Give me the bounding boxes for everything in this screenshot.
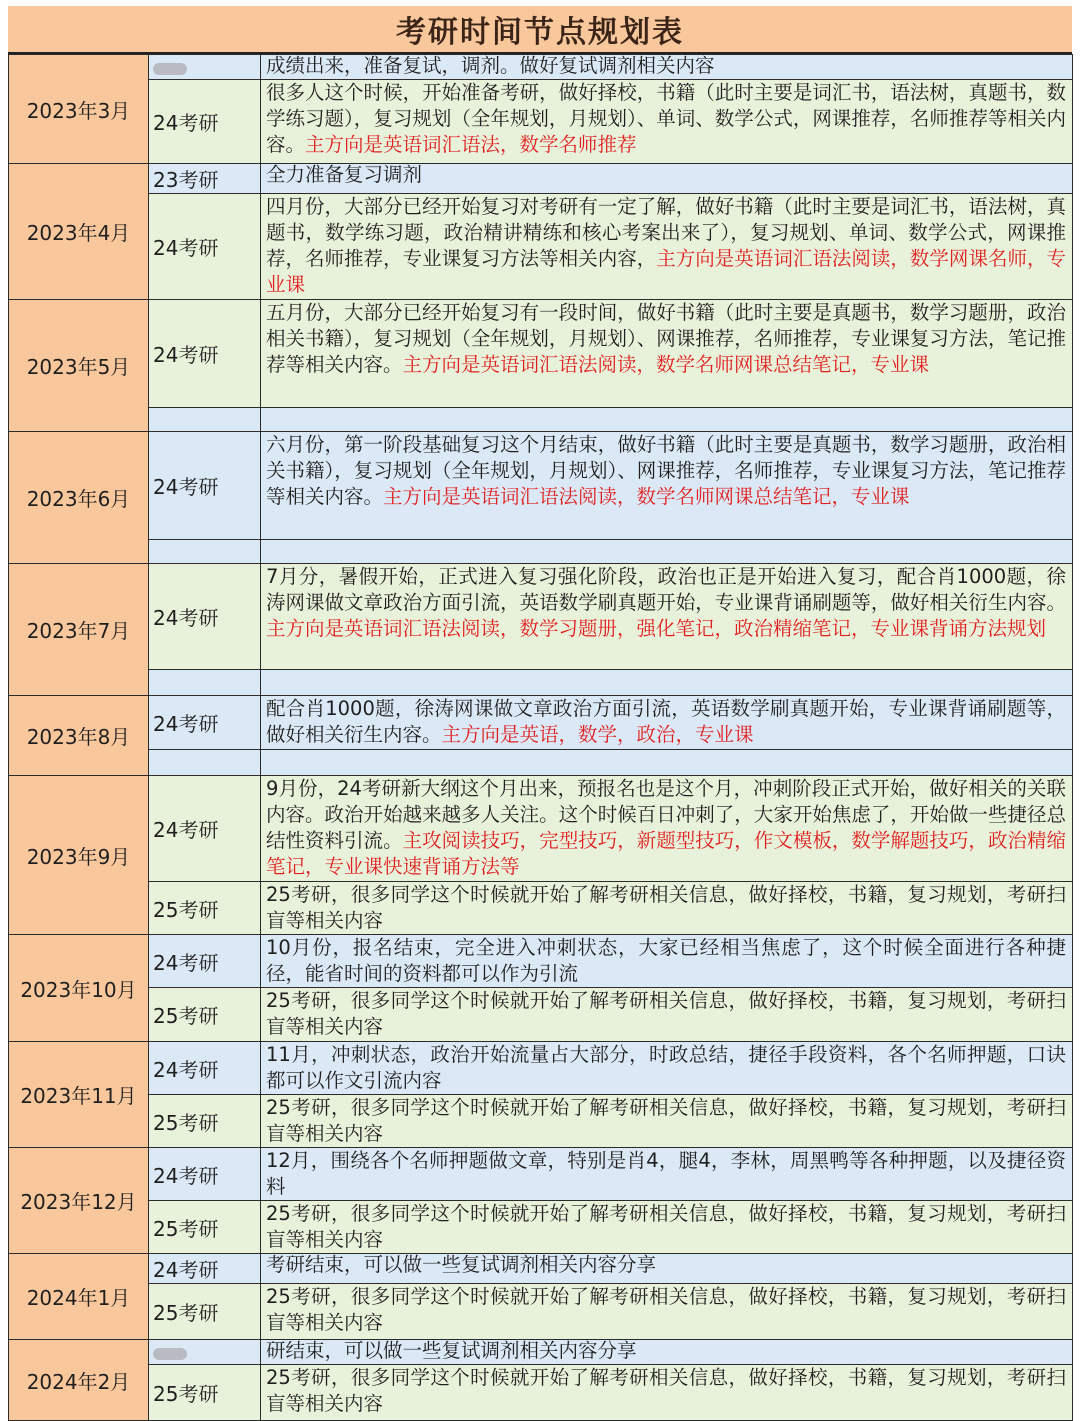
month-cell: 2023年4月 [9,164,149,300]
plan-content-cell [261,194,1073,300]
month-cell: 2023年12月 [9,1148,149,1254]
empty-content-cell [261,670,1073,696]
month-cell: 2023年3月 [9,55,149,164]
focus-direction-text: 主攻阅读技巧，完型技巧，新题型技巧，作文模板，数学解题技巧，政治精缩笔记，专业课快速背诵方法等 [266,829,1066,878]
focus-direction-text: 主方向是英语词汇语法阅读，数学名师网课总结笔记，专业课 [383,485,910,508]
focus-direction-text: 主方向是英语词汇语法，数学名师推荐 [305,133,637,156]
plan-content-cell [261,696,1073,750]
table-row [9,882,1073,935]
plan-content-cell [261,80,1073,164]
sheet-title: 考研时间节点规划表 [8,6,1072,54]
exam-year-cell: 24考研 [149,80,261,164]
exam-year-cell: 24考研 [149,776,261,882]
blur-smudge [153,1348,187,1360]
exam-year-cell: 25考研 [149,1365,261,1421]
table-row [9,564,1073,670]
table-row [9,55,1073,80]
table-row [9,194,1073,300]
exam-year-cell: 24考研 [149,564,261,670]
exam-year-cell: 25考研 [149,1201,261,1254]
table-row [9,1042,1073,1095]
plan-text: 12月，围绕各个名师押题做文章，特别是肖4，腿4，李林，周黑鸭等各种押题，以及捷径资料 [266,1149,1066,1198]
plan-content-cell [261,564,1073,670]
exam-year-cell: 24考研 [149,935,261,988]
plan-content-cell [261,432,1073,540]
empty-content-cell [261,540,1073,564]
plan-content-cell [261,300,1073,408]
plan-content-cell [261,1365,1073,1421]
month-cell: 2023年7月 [9,564,149,696]
exam-year-cell: 23考研 [149,164,261,194]
empty-year-cell [149,408,261,432]
month-cell: 2024年2月 [9,1340,149,1421]
exam-year-cell: 24考研 [149,432,261,540]
exam-year-cell: 25考研 [149,882,261,935]
empty-year-cell [149,540,261,564]
table-row [9,164,1073,194]
table-row [9,1201,1073,1254]
plan-text: 9月份，24考研新大纲这个月出来，预报名也是这个月，冲刺阶段正式开始，做好相关的关联内容。政治开始越来越多人关注。这个时候百日冲刺了，大家开始焦虑了，开始做一些捷径总结性资料引流。 [266,777,1066,852]
month-cell: 2023年9月 [9,776,149,935]
plan-content-cell [261,1201,1073,1254]
table-row [9,935,1073,988]
table-row [9,1254,1073,1284]
plan-content-cell [261,988,1073,1042]
focus-direction-text: 主方向是英语词汇语法阅读，数学习题册，强化笔记，政治精缩笔记，专业课背诵方法规划 [266,617,1047,640]
month-cell: 2023年8月 [9,696,149,776]
exam-year-cell: 24考研 [149,1254,261,1284]
spacer-row [9,670,1073,696]
table-row [9,432,1073,540]
plan-content-cell [261,1042,1073,1095]
spacer-row [9,408,1073,432]
plan-text: 六月份，第一阶段基础复习这个月结束，做好书籍（此时主要是真题书，数学习题册，政治相关书籍），复习规划（全年规划，月规划）、网课推荐，名师推荐，专业课复习方法，笔记推荐等相关内容。 [266,433,1066,508]
plan-text: 研结束，可以做一些复试调剂相关内容分享 [266,1339,637,1362]
spacer-row [9,540,1073,564]
plan-content-cell [261,935,1073,988]
exam-year-cell: 24考研 [149,194,261,300]
exam-year-cell [149,55,261,80]
month-cell: 2023年11月 [9,1042,149,1148]
focus-direction-text: 主方向是英语词汇语法阅读，数学名师网课总结笔记，专业课 [402,353,930,376]
plan-text: 25考研，很多同学这个时候就开始了解考研相关信息，做好择校，书籍，复习规划，考研扫盲等相关内容 [266,1096,1066,1145]
focus-direction-text: 主方向是英语，数学，政治，专业课 [441,723,754,746]
table-row [9,696,1073,750]
table-row [9,1365,1073,1421]
plan-text: 四月份，大部分已经开始复习对考研有一定了解，做好书籍（此时主要是词汇书，语法树，真题书，数学练习题，政治精讲精练和核心考案出来了），复习规划、单词、数学公式，网课推荐，名师推荐，专业课复习方法等相关内容， [266,195,1066,270]
plan-text: 全力准备复习调剂 [266,163,423,186]
month-cell: 2023年10月 [9,935,149,1042]
exam-year-cell: 24考研 [149,1148,261,1201]
spacer-row [9,750,1073,776]
plan-text: 配合肖1000题，徐涛网课做文章政治方面引流，英语数学刷真题开始，专业课背诵刷题等，做好相关衍生内容。 [266,697,1066,746]
plan-text: 25考研，很多同学这个时候就开始了解考研相关信息，做好择校，书籍，复习规划，考研扫盲等相关内容 [266,1285,1066,1334]
exam-year-cell: 25考研 [149,1284,261,1340]
table-row [9,1148,1073,1201]
plan-content-cell [261,1095,1073,1148]
plan-text: 考研结束，可以做一些复试调剂相关内容分享 [266,1253,657,1276]
plan-content-cell [261,164,1073,194]
plan-content-cell [261,1148,1073,1201]
blur-smudge [153,63,187,75]
plan-content-cell [261,1340,1073,1365]
plan-text: 25考研，很多同学这个时候就开始了解考研相关信息，做好择校，书籍，复习规划，考研扫盲等相关内容 [266,1202,1066,1251]
empty-year-cell [149,750,261,776]
table-row [9,300,1073,408]
plan-text: 25考研，很多同学这个时候就开始了解考研相关信息，做好择校，书籍，复习规划，考研扫盲等相关内容 [266,1366,1066,1415]
exam-year-cell: 25考研 [149,988,261,1042]
plan-text: 10月份，报名结束，完全进入冲刺状态，大家已经相当焦虑了，这个时候全面进行各种捷径，能省时间的资料都可以作为引流 [266,936,1066,985]
table-row [9,1095,1073,1148]
exam-year-cell: 24考研 [149,1042,261,1095]
plan-text: 7月分，暑假开始，正式进入复习强化阶段，政治也正是开始进入复习，配合肖1000题，徐涛网课做文章政治方面引流，英语数学刷真题开始，专业课背诵刷题等，做好相关衍生内容。 [266,565,1066,614]
empty-year-cell [149,670,261,696]
table-row [9,988,1073,1042]
plan-text: 11月，冲刺状态，政治开始流量占大部分，时政总结，捷径手段资料，各个名师押题，口诀都可以作文引流内容 [266,1043,1066,1092]
exam-year-cell: 25考研 [149,1095,261,1148]
plan-text: 25考研，很多同学这个时候就开始了解考研相关信息，做好择校，书籍，复习规划，考研扫盲等相关内容 [266,883,1066,932]
month-cell: 2023年6月 [9,432,149,564]
month-cell: 2024年1月 [9,1254,149,1340]
exam-year-cell [149,1340,261,1365]
empty-content-cell [261,750,1073,776]
plan-content-cell [261,55,1073,80]
plan-text: 很多人这个时候，开始准备考研，做好择校，书籍（此时主要是词汇书，语法树，真题书，数学练习题），复习规划（全年规划，月规划）、单词、数学公式，网课推荐，名师推荐等相关内容。 [266,81,1066,156]
empty-content-cell [261,408,1073,432]
plan-text: 五月份，大部分已经开始复习有一段时间，做好书籍（此时主要是真题书，数学习题册，政治相关书籍），复习规划（全年规划，月规划）、网课推荐，名师推荐，专业课复习方法，笔记推荐等相关内容。 [266,301,1066,376]
plan-content-cell [261,1284,1073,1340]
plan-content-cell [261,1254,1073,1284]
table-row [9,1284,1073,1340]
focus-direction-text: 主方向是英语词汇语法阅读，数学网课名师，专业课 [266,247,1066,296]
plan-text: 成绩出来，准备复试，调剂。做好复试调剂相关内容 [266,54,715,77]
plan-content-cell [261,882,1073,935]
table-row [9,80,1073,164]
plan-content-cell [261,776,1073,882]
exam-year-cell: 24考研 [149,300,261,408]
table-row [9,1340,1073,1365]
table-row [9,776,1073,882]
month-cell: 2023年5月 [9,300,149,432]
plan-text: 25考研，很多同学这个时候就开始了解考研相关信息，做好择校，书籍，复习规划，考研扫盲等相关内容 [266,989,1066,1038]
plan-table [8,54,1073,1421]
exam-year-cell: 24考研 [149,696,261,750]
